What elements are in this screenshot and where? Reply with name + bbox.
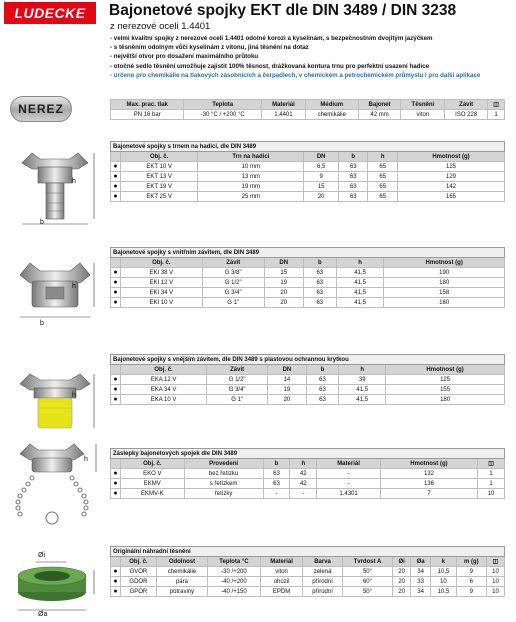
cell: 14: [268, 375, 306, 385]
table-row: [111, 192, 505, 202]
column-header: h: [336, 258, 383, 268]
column-header: Øi: [393, 557, 411, 567]
cell: 20: [304, 192, 339, 202]
table-row: [111, 162, 505, 172]
cell: 6: [456, 577, 486, 587]
bullet-icon: ●: [111, 395, 121, 405]
bullet-icon: ●: [111, 182, 121, 192]
cell: 41,5: [339, 395, 386, 405]
spec-header: Médium: [305, 100, 358, 110]
column-header: Materiál: [317, 459, 381, 469]
cell: EKA 34 V: [121, 385, 207, 395]
cell: 63: [303, 268, 336, 278]
cell: -: [290, 489, 317, 499]
page-title: Bajonetové spojky EKT dle DIN 3489 / DIN 3238: [109, 2, 457, 19]
column-header: b: [338, 152, 368, 162]
cell: 1: [478, 469, 505, 479]
cell: EKA 12 V: [121, 375, 207, 385]
column-header: DN: [304, 152, 339, 162]
cell: 63: [338, 162, 368, 172]
bullet-icon: ●: [111, 298, 121, 308]
cell: 25 mm: [198, 192, 304, 202]
dim-h-label: h: [84, 456, 88, 463]
cell: 180: [386, 395, 505, 405]
cell: 190: [384, 268, 505, 278]
cell: EKMV: [121, 479, 185, 489]
cell: 19 mm: [198, 182, 304, 192]
spec-header: Teplota: [184, 100, 262, 110]
cell: 63: [338, 182, 368, 192]
cell: G 3/4": [202, 288, 264, 298]
cell: 65: [368, 182, 398, 192]
bullet-icon: ●: [111, 192, 121, 202]
male-thread-table: [110, 354, 505, 405]
cell: přírodní: [303, 587, 342, 597]
cell: EKO V: [121, 469, 185, 479]
male-thread-coupling-image: [10, 368, 100, 434]
cell: 7: [380, 489, 477, 499]
cell: 155: [386, 385, 505, 395]
table-row: [111, 288, 505, 298]
cell: 142: [398, 182, 505, 192]
dim-b-label: b: [40, 320, 44, 327]
cell: 41,5: [339, 385, 386, 395]
cell: přírodní: [303, 577, 342, 587]
cell: 15: [304, 182, 339, 192]
cell: 15: [264, 268, 303, 278]
cell: 63: [263, 469, 290, 479]
spec-value: chemikálie: [305, 110, 358, 120]
column-header: b: [306, 365, 339, 375]
cell: 136: [380, 479, 477, 489]
column-header: h: [290, 459, 317, 469]
spec-header: Materiál: [262, 100, 306, 110]
cell: GVOR: [121, 567, 157, 577]
cell: G 1/2": [207, 375, 268, 385]
column-header: Barva: [303, 557, 342, 567]
bullet-icon: ●: [111, 489, 121, 499]
column-header: Materiál: [260, 557, 303, 567]
cell: -: [263, 489, 290, 499]
cell: viton: [260, 567, 303, 577]
feature-item: - největší otvor pro dosažení maximálního průtoku: [110, 53, 259, 61]
cell: GDOR: [121, 577, 157, 587]
cell: 19: [264, 278, 303, 288]
cell: EKT 25 V: [121, 192, 198, 202]
cell: 41,5: [336, 298, 383, 308]
section-caption: Bajonetové spojky s trnem na hadici, dle DIN 3489: [111, 142, 505, 152]
female-thread-table: [110, 247, 505, 308]
cell: 10: [486, 577, 504, 587]
cell: G 1/2": [202, 278, 264, 288]
brand-logo: LUDECKE: [4, 2, 96, 24]
cell: 160: [384, 298, 505, 308]
bullet-icon: ●: [111, 268, 121, 278]
cell: 42: [290, 469, 317, 479]
column-header: Obj. č.: [121, 365, 207, 375]
table-row: [111, 172, 505, 182]
cell: zelená: [303, 567, 342, 577]
cell: 1.4301: [317, 489, 381, 499]
cell: 6,5: [304, 162, 339, 172]
dim-b-label: b: [40, 219, 44, 226]
column-header: Hmotnost (g): [380, 459, 477, 469]
feature-item: - velmi kvalitní spojky z nerezové oceli 1.4401 odolné korozi a kyselinám, s bezpečnostním dvojitým jazýčkem: [110, 35, 433, 42]
cell: 65: [368, 192, 398, 202]
cell: G 3/4": [207, 385, 268, 395]
dim-h-label: h: [72, 283, 76, 290]
section-caption: Bajonetové spojky s vnitřním závitem, dle DIN 3489: [111, 248, 505, 258]
cell: EKI 34 V: [121, 288, 203, 298]
cell: s řetízkem: [184, 479, 263, 489]
spec-value: 42 mm: [358, 110, 401, 120]
dim-inner-diameter-label: Øi: [38, 552, 45, 559]
cell: 132: [380, 469, 477, 479]
package-icon: ◫: [488, 100, 505, 110]
bullet-icon: ●: [111, 577, 121, 587]
table-row: [111, 567, 505, 577]
cell: 9: [456, 567, 486, 577]
column-header: Trn na hadici: [198, 152, 304, 162]
bullet-icon: ●: [111, 162, 121, 172]
column-header: DN: [268, 365, 306, 375]
cell: 129: [398, 172, 505, 182]
spec-header: Max. prac. tlak: [111, 100, 184, 110]
dim-outer-diameter-label: Øa: [38, 611, 48, 618]
spec-header: Bajonet: [358, 100, 401, 110]
cell: EKA 10 V: [121, 395, 207, 405]
cell: potraviny: [156, 587, 207, 597]
column-header: Øa: [411, 557, 431, 567]
cell: 41,5: [336, 278, 383, 288]
blind-cap-table: [110, 448, 505, 499]
bullet-icon: ●: [111, 288, 121, 298]
column-header: Obj. č.: [121, 557, 157, 567]
cell: 20: [264, 298, 303, 308]
cell: 63: [303, 298, 336, 308]
cell: 63: [263, 479, 290, 489]
cell: 63: [303, 278, 336, 288]
column-header: Tvrdost A: [342, 557, 392, 567]
table-row: [111, 182, 505, 192]
cell: 165: [398, 192, 505, 202]
cell: 10,5: [431, 587, 457, 597]
spec-value: 1.4401: [262, 110, 306, 120]
dim-h-label: h: [72, 392, 76, 399]
package-icon: ◫: [478, 459, 505, 469]
bullet-icon: ●: [111, 278, 121, 288]
cell: 50°: [342, 567, 392, 577]
column-header: k: [431, 557, 457, 567]
cell: EKT 13 V: [121, 172, 198, 182]
cell: řetízky: [184, 489, 263, 499]
column-header: Odolnost: [156, 557, 207, 567]
bullet-icon: ●: [111, 479, 121, 489]
cell: 10: [478, 489, 505, 499]
cell: 20: [264, 288, 303, 298]
table-row: [111, 268, 505, 278]
cell: 33: [411, 577, 431, 587]
cell: bez řetízku: [184, 469, 263, 479]
section-caption: Originální náhradní těsnění: [111, 547, 505, 557]
section-caption: Záslepky bajonetových spojek dle DIN 3489: [111, 449, 505, 459]
table-row: [111, 395, 505, 405]
feature-item: - s těsněním odolným vůči kyselinám z vitonu, jiná těsnění na dotaz: [110, 44, 309, 52]
cell: ohozil: [260, 577, 303, 587]
cell: 10,5: [431, 567, 457, 577]
cell: 34: [411, 567, 431, 577]
cell: 10: [486, 587, 504, 597]
cell: -40 /+150: [208, 587, 261, 597]
cell: 20: [393, 567, 411, 577]
cell: EKI 38 V: [121, 268, 203, 278]
female-thread-coupling-image: [10, 255, 100, 327]
page-subtitle: z nerezové oceli 1.4401: [110, 21, 211, 32]
cell: 41,5: [336, 268, 383, 278]
column-header: Provedení: [184, 459, 263, 469]
spec-value: ISO 228: [445, 110, 488, 120]
spec-value: 1: [488, 110, 505, 120]
table-row: [111, 278, 505, 288]
cell: 180: [384, 278, 505, 288]
cell: -: [317, 479, 381, 489]
cell: EKI 10 V: [121, 298, 203, 308]
cell: EKT 10 V: [121, 162, 198, 172]
blind-cap-with-chain-image: [6, 440, 100, 526]
cell: 13 mm: [198, 172, 304, 182]
cell: 9: [456, 587, 486, 597]
column-header: Závit: [207, 365, 268, 375]
bullet-icon: ●: [111, 385, 121, 395]
cell: 125: [386, 375, 505, 385]
bullet-icon: ●: [111, 375, 121, 385]
cell: 10: [486, 567, 504, 577]
column-header: m (g): [456, 557, 486, 567]
cell: 39: [339, 375, 386, 385]
table-row: [111, 375, 505, 385]
table-row: [111, 479, 505, 489]
column-header: Obj. č.: [121, 258, 203, 268]
seal-table: [110, 546, 505, 597]
cell: EKT 19 V: [121, 182, 198, 192]
cell: 65: [368, 162, 398, 172]
bullet-icon: ●: [111, 567, 121, 577]
feature-item: - otočné sedlo těsnění umožňuje zajistit 100% těsnost, drážkovaná kontura trnu pro perfektní usazení hadice: [110, 62, 430, 70]
cell: GPOR: [121, 587, 157, 597]
cell: pára: [156, 577, 207, 587]
cell: -40 /+200: [208, 577, 261, 587]
cell: 63: [306, 375, 339, 385]
cell: EKI 12 V: [121, 278, 203, 288]
spec-header: Závit: [445, 100, 488, 110]
cell: 20: [268, 395, 306, 405]
cell: 63: [303, 288, 336, 298]
cell: 10: [431, 577, 457, 587]
column-header: h: [368, 152, 398, 162]
cell: 63: [306, 385, 339, 395]
column-header: b: [303, 258, 336, 268]
column-header: DN: [264, 258, 303, 268]
cell: 63: [338, 192, 368, 202]
table-row: [111, 587, 505, 597]
table-row: [111, 385, 505, 395]
column-header: Závit: [202, 258, 264, 268]
cell: 19: [268, 385, 306, 395]
column-header: Obj. č.: [121, 152, 198, 162]
cell: -30 /+200: [208, 567, 261, 577]
table-row: [111, 577, 505, 587]
cell: 20: [393, 587, 411, 597]
bullet-icon: ●: [111, 587, 121, 597]
cell: 63: [306, 395, 339, 405]
cell: EKMV-K: [121, 489, 185, 499]
cell: 10 mm: [198, 162, 304, 172]
cell: 1: [478, 479, 505, 489]
material-badge: NEREZ: [10, 96, 72, 122]
cell: 20: [393, 577, 411, 587]
cell: 158: [384, 288, 505, 298]
cell: 50°: [342, 587, 392, 597]
dim-h-label: h: [72, 178, 76, 185]
column-header: Obj. č.: [121, 459, 185, 469]
table-row: [111, 489, 505, 499]
cell: 34: [411, 587, 431, 597]
cell: 125: [398, 162, 505, 172]
cell: 63: [338, 172, 368, 182]
cell: G 3/8": [202, 268, 264, 278]
table-row: [111, 469, 505, 479]
cell: 9: [304, 172, 339, 182]
spec-table: [110, 99, 505, 120]
spec-value: -30 °C / +200 °C: [184, 110, 262, 120]
hose-tail-table: [110, 141, 505, 202]
cell: -: [317, 469, 381, 479]
column-header: Teplota °C: [208, 557, 261, 567]
cell: EPDM: [260, 587, 303, 597]
package-icon: ◫: [486, 557, 504, 567]
bullet-icon: ●: [111, 469, 121, 479]
cell: 65: [368, 172, 398, 182]
hose-tail-coupling-image: [10, 145, 100, 225]
section-caption: Bajonetové spojky s vnějším závitem, dle DIN 3489 s plastovou ochrannou krytkou: [111, 355, 505, 365]
spec-header: Těsnění: [401, 100, 445, 110]
cell: 42: [290, 479, 317, 489]
column-header: Hmotnost (g): [386, 365, 505, 375]
seal-ring-image: [6, 548, 100, 618]
cell: G 1": [207, 395, 268, 405]
spec-value: viton: [401, 110, 445, 120]
column-header: h: [339, 365, 386, 375]
spec-value: PN 16 bar: [111, 110, 184, 120]
cell: chemikálie: [156, 567, 207, 577]
column-header: b: [263, 459, 290, 469]
feature-item-highlight: - určeno pro chemikálie na tlakových zásobnících a čerpadlech, v chemickém a petrochemickém průmyslu i pro další aplikace: [110, 71, 481, 79]
cell: 41,5: [336, 288, 383, 298]
cell: G 1": [202, 298, 264, 308]
column-header: Hmotnost (g): [398, 152, 505, 162]
column-header: Hmotnost (g): [384, 258, 505, 268]
cell: 60°: [342, 577, 392, 587]
table-row: [111, 298, 505, 308]
bullet-icon: ●: [111, 172, 121, 182]
feature-list: [110, 34, 510, 80]
